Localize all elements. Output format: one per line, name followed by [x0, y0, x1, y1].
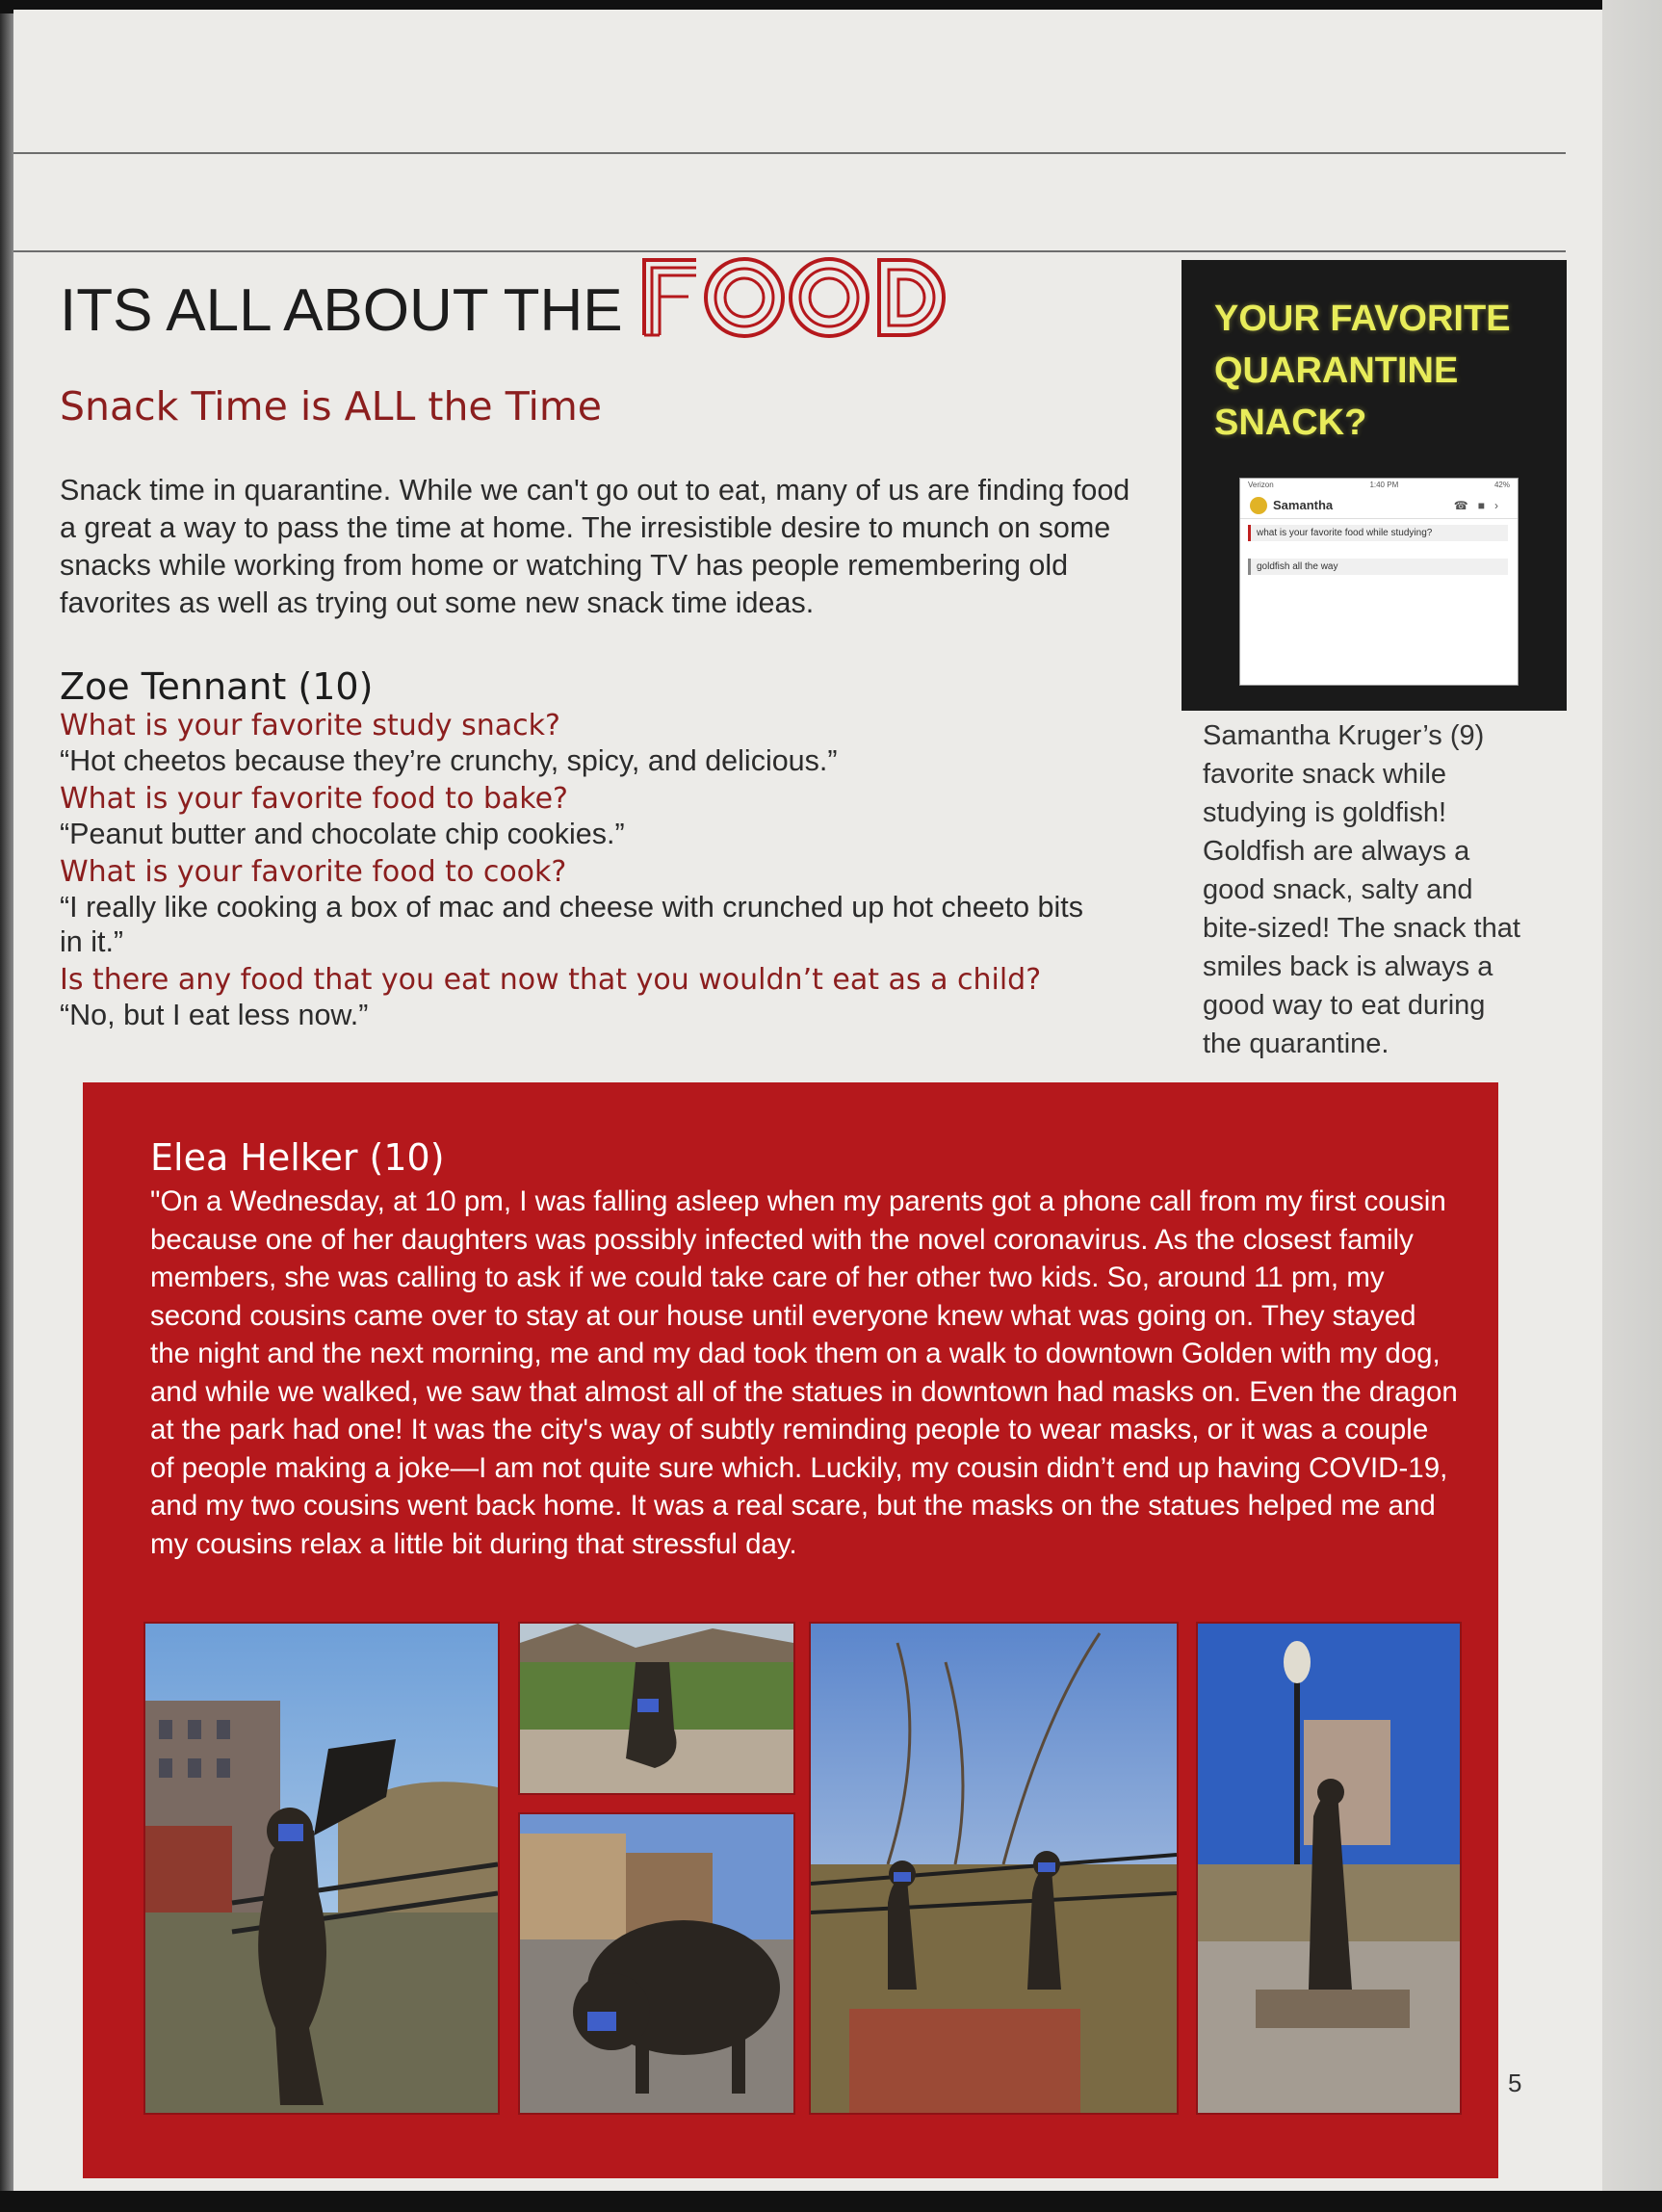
sidebar-caption: Samantha Kruger’s (9) favorite snack while studying is goldfish! Goldfish are always a good snack, salty and bite-sized! The snack that smiles back is always a good way to eat during the quarantine.: [1203, 720, 1520, 1059]
feature-name: Elea Helker (10): [150, 1136, 445, 1179]
elea-feature-panel: [83, 1082, 1498, 2178]
answer-2: “Peanut butter and chocolate chip cookies.”: [60, 818, 625, 850]
phone-screenshot: [1239, 478, 1519, 686]
answer-1: “Hot cheetos because they’re crunchy, spicy, and delicious.”: [60, 744, 838, 777]
favorite-snack-box: [1182, 260, 1567, 711]
phone-time: 1:40 PM: [1369, 481, 1399, 489]
question-4: Is there any food that you eat now that you wouldn’t eat as a child?: [60, 963, 1042, 997]
sidebar-title: [1214, 293, 1511, 449]
page-edge: [1602, 0, 1662, 2212]
zoe-interview: [60, 664, 1167, 1036]
phone-battery: 42%: [1493, 481, 1510, 489]
page-number: 5: [1508, 2069, 1522, 2097]
photo-dragon-statue: [518, 1622, 795, 1795]
question-3: What is your favorite food to cook?: [60, 855, 567, 889]
sidebar-title-line: SNACK?: [1214, 403, 1367, 443]
question-1: What is your favorite study snack?: [60, 709, 560, 742]
call-video-chevron-icons: ☎■›: [1453, 498, 1508, 512]
title-prefix: ITS ALL ABOUT THE: [60, 277, 623, 344]
answer-4: “No, but I eat less now.”: [60, 999, 369, 1031]
book-spine-shadow: [0, 0, 13, 2212]
sidebar-title-line: QUARANTINE: [1214, 351, 1459, 391]
phone-carrier: Verizon: [1248, 481, 1274, 489]
phone-chat-header: [1240, 492, 1518, 519]
intro-paragraph: Snack time in quarantine. While we can't go out to eat, many of us are finding food a great a way to pass the time at home. The irresistible desire to munch on some snacks while working from home or watching TV has people remembering old favorites as well as trying out some new snack time ideas.: [60, 474, 1130, 619]
photo-statue-with-book: [143, 1622, 500, 2115]
page-title: [60, 252, 954, 344]
interviewee-name: Zoe Tennant (10): [60, 665, 374, 708]
answer-3: “I really like cooking a box of mac and cheese with crunched up hot cheeto bits in it.”: [60, 891, 1084, 958]
chat-message-question: what is your favorite food while studying?: [1248, 525, 1508, 541]
photo-cowboy-statues: [809, 1622, 1179, 2115]
photo-buffalo-statue: [518, 1812, 795, 2115]
top-rule: [13, 152, 1566, 154]
avatar: [1250, 497, 1267, 514]
question-2: What is your favorite food to bake?: [60, 782, 568, 816]
feature-story: "On a Wednesday, at 10 pm, I was falling asleep when my parents got a phone call from my first cousin because one of her daughters was possibly infected with the novel coronavirus. As the closest family members, she was calling to ask if we could take care of her other two kids. So, around 11 pm, my second cousins came over to stay at our house until everyone knew what was going on. They stayed the night and the next morning, me and my dad took them on a walk to downtown Golden with my dog, and while we walked, we saw that almost all of the statues in downtown had masks on. Even the dragon at the park had one! It was the city's way of subtly reminding people to wear masks, or it was a couple of people making a joke—I am not quite sure which. Luckily, my cousin didn’t end up having COVID-19, and my two cousins went back home. It was a real scare, but the masks on the statues helped me and my cousins relax a little bit during that stressful day.: [150, 1185, 1458, 1560]
food-logo-word: [636, 252, 954, 341]
phone-status-bar: [1240, 479, 1518, 492]
subtitle: Snack Time is ALL the Time: [60, 383, 603, 429]
chat-message-reply: goldfish all the way: [1248, 559, 1508, 575]
photo-man-statue-lamppost: [1196, 1622, 1462, 2115]
sidebar-title-line: YOUR FAVORITE: [1214, 299, 1511, 339]
bottom-dark-band: [0, 2191, 1662, 2212]
contact-name: Samantha: [1273, 498, 1334, 512]
